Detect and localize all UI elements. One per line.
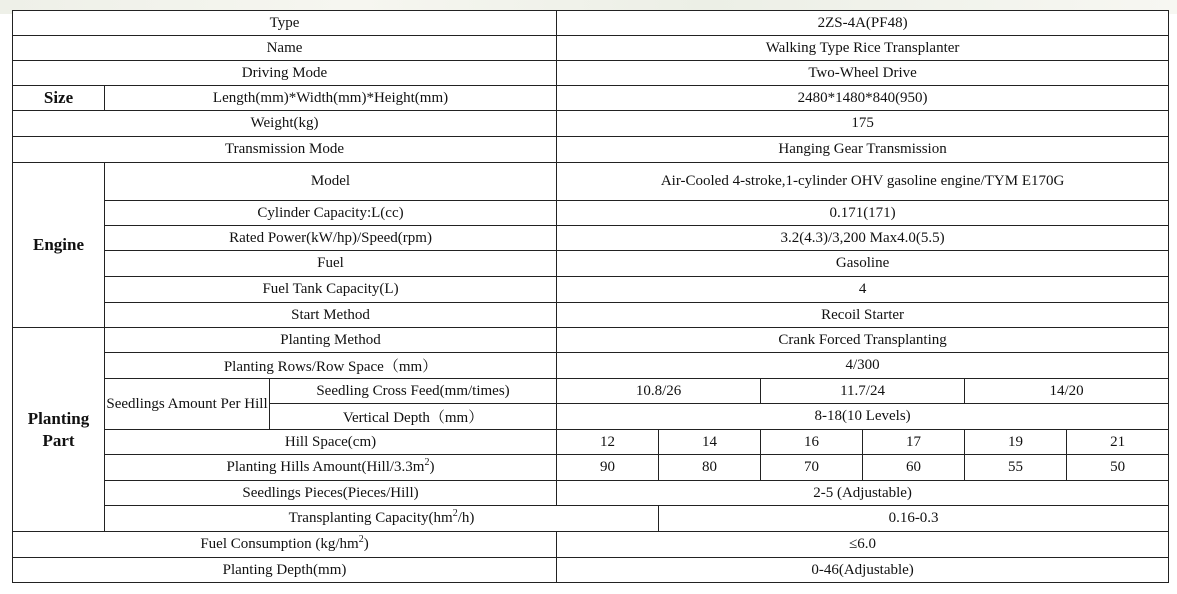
- spec-label: [105, 506, 659, 532]
- spec-table: [12, 10, 1169, 583]
- spec-value: 70: [761, 455, 863, 481]
- spec-value: 19: [965, 430, 1067, 455]
- spec-label: Planting Depth(mm): [13, 558, 557, 583]
- group-size: Size: [13, 86, 105, 111]
- spec-label: [13, 532, 557, 558]
- spec-value: 10.8/26: [557, 379, 761, 404]
- table-row: [13, 137, 1169, 163]
- seedlings-amount-group: Seedlings Amount Per Hill: [105, 379, 270, 430]
- spec-value: Walking Type Rice Transplanter: [557, 36, 1169, 61]
- spec-label: Fuel Tank Capacity(L): [105, 277, 557, 303]
- spec-label: Type: [13, 11, 557, 36]
- spec-label: Length(mm)*Width(mm)*Height(mm): [105, 86, 557, 111]
- spec-value: 14: [659, 430, 761, 455]
- spec-value: Two-Wheel Drive: [557, 61, 1169, 86]
- spec-label: Hill Space(cm): [105, 430, 557, 455]
- table-row: [13, 277, 1169, 303]
- table-row: [13, 61, 1169, 86]
- table-row: [13, 558, 1169, 583]
- spec-value: 0-46(Adjustable): [557, 558, 1169, 583]
- spec-value: 2-5 (Adjustable): [557, 481, 1169, 506]
- table-row: [13, 111, 1169, 137]
- superscript: 2: [452, 508, 458, 519]
- spec-label: Fuel: [105, 251, 557, 277]
- spec-label: Seedling Cross Feed(mm/times): [270, 379, 557, 404]
- spec-value: 8-18(10 Levels): [557, 404, 1169, 430]
- spec-value: 2ZS-4A(PF48): [557, 11, 1169, 36]
- spec-value: ≤6.0: [557, 532, 1169, 558]
- label-end: /h): [457, 510, 475, 526]
- spec-value: Gasoline: [557, 251, 1169, 277]
- spec-value: 55: [965, 455, 1067, 481]
- spec-value: Crank Forced Transplanting: [557, 328, 1169, 353]
- spec-value: 16: [761, 430, 863, 455]
- spec-value: 175: [557, 111, 1169, 137]
- spec-label: Vertical Depth（mm）: [270, 404, 557, 430]
- table-row: [13, 86, 1169, 111]
- spec-value: 4: [557, 277, 1169, 303]
- spec-value: 50: [1067, 455, 1169, 481]
- spec-value: 21: [1067, 430, 1169, 455]
- spec-value: 80: [659, 455, 761, 481]
- spec-value: 12: [557, 430, 659, 455]
- group-planting-part: Planting Part: [13, 328, 105, 532]
- table-row: [13, 481, 1169, 506]
- spec-label: Start Method: [105, 303, 557, 328]
- spec-label: Seedlings Pieces(Pieces/Hill): [105, 481, 557, 506]
- label-end: ): [363, 536, 369, 552]
- spec-label: Weight(kg): [13, 111, 557, 137]
- table-row: [13, 430, 1169, 455]
- label-end: ): [429, 459, 435, 475]
- table-row: [13, 36, 1169, 61]
- table-row: [13, 201, 1169, 226]
- spec-value: 17: [863, 430, 965, 455]
- spec-value: 2480*1480*840(950): [557, 86, 1169, 111]
- table-row: [13, 353, 1169, 379]
- label-text: Fuel Consumption (kg/hm: [200, 536, 359, 552]
- spec-value: 90: [557, 455, 659, 481]
- spec-value: 0.171(171): [557, 201, 1169, 226]
- spec-label: Name: [13, 36, 557, 61]
- table-row: [13, 379, 1169, 404]
- spec-value: 60: [863, 455, 965, 481]
- table-row: [13, 532, 1169, 558]
- spec-value: 11.7/24: [761, 379, 965, 404]
- spec-value: 4/300: [557, 353, 1169, 379]
- spec-value: 0.16-0.3: [659, 506, 1169, 532]
- table-row: [13, 506, 1169, 532]
- superscript: 2: [358, 534, 364, 545]
- group-engine: Engine: [13, 163, 105, 328]
- table-row: [13, 226, 1169, 251]
- table-row: [13, 251, 1169, 277]
- spec-label: Transmission Mode: [13, 137, 557, 163]
- spec-value: 14/20: [965, 379, 1169, 404]
- spec-label: Driving Mode: [13, 61, 557, 86]
- table-row: [13, 303, 1169, 328]
- spec-label: [105, 455, 557, 481]
- spec-value: Air-Cooled 4-stroke,1-cylinder OHV gasoline engine/TYM E170G: [557, 163, 1169, 201]
- spec-label: Model: [105, 163, 557, 201]
- label-text: Transplanting Capacity(hm: [288, 510, 453, 526]
- table-row: [13, 455, 1169, 481]
- spec-value: 3.2(4.3)/3,200 Max4.0(5.5): [557, 226, 1169, 251]
- spec-value: Hanging Gear Transmission: [557, 137, 1169, 163]
- table-row: [13, 11, 1169, 36]
- spec-label: Rated Power(kW/hp)/Speed(rpm): [105, 226, 557, 251]
- table-row: [13, 163, 1169, 201]
- spec-label: Cylinder Capacity:L(cc): [105, 201, 557, 226]
- spec-label: Planting Method: [105, 328, 557, 353]
- table-row: [13, 328, 1169, 353]
- superscript: 2: [424, 457, 430, 468]
- label-text: Planting Hills Amount(Hill/3.3m: [226, 459, 425, 475]
- spec-label: Planting Rows/Row Space（mm）: [105, 353, 557, 379]
- spec-value: Recoil Starter: [557, 303, 1169, 328]
